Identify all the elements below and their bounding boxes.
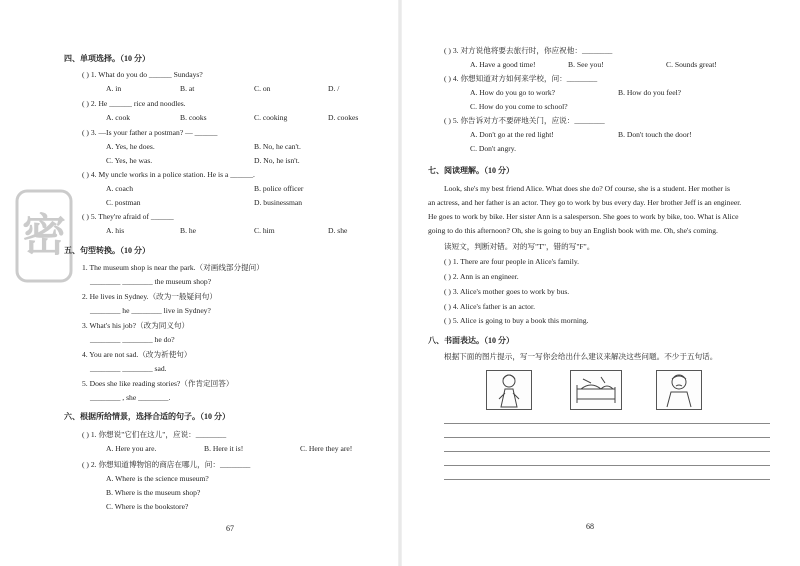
s4-q5-option-a[interactable]: A. his	[106, 226, 125, 235]
s4-q1-option-d[interactable]: D. /	[328, 84, 340, 93]
s4-q1-option-a[interactable]: A. in	[106, 84, 122, 93]
s5-answer-4[interactable]: ________ ________ sad.	[90, 364, 167, 373]
writing-line-5[interactable]	[444, 479, 770, 480]
writing-instruction: 根据下面的图片提示，写一写你会给出什么建议来解决这些问题。不少于五句话。	[444, 352, 718, 361]
tf-item-5[interactable]: ( ) 5. Alice is going to buy a book this morning.	[444, 316, 589, 325]
s4-q4-option-b[interactable]: B. police officer	[254, 184, 304, 193]
s6-q1-option-b[interactable]: B. Here it is!	[204, 444, 244, 453]
s4-q5-option-c[interactable]: C. him	[254, 226, 275, 235]
passage-line-2: an actress, and her father is an actor. They go to work by bus every day. Her brother Jeff is an engineer.	[428, 198, 742, 207]
tf-item-1[interactable]: ( ) 1. There are four people in Alice's family.	[444, 257, 580, 266]
s6-question-4: ( ) 4. 你想知道对方如何来学校，问：________	[444, 74, 598, 83]
s4-q3-option-c[interactable]: C. Yes, he was.	[106, 156, 153, 165]
s4-question-5: ( ) 5. They're afraid of ______	[82, 212, 174, 221]
s6-q4-option-a[interactable]: A. How do you go to work?	[470, 88, 555, 97]
s6-q2-option-b[interactable]: B. Where is the museum shop?	[106, 488, 201, 497]
s4-q5-option-b[interactable]: B. he	[180, 226, 197, 235]
s6-q1-option-c[interactable]: C. Here they are!	[300, 444, 353, 453]
s5-answer-3[interactable]: ________ ________ he do?	[90, 335, 175, 344]
s4-q2-option-b[interactable]: B. cooks	[180, 113, 207, 122]
seal-stamp	[14, 188, 74, 284]
s6-question-5: ( ) 5. 你告诉对方不要砰地关门，应说：________	[444, 116, 605, 125]
s5-question-2: 2. He lives in Sydney.（改为一般疑问句）	[82, 292, 217, 301]
s4-q4-option-d[interactable]: D. businessman	[254, 198, 303, 207]
s6-question-1: ( ) 1. 你想说"它们在这儿"，应说：________	[82, 430, 227, 439]
passage-line-4: going to do this afternoon? Oh, she is going to buy an English book with me. Oh, she's coming.	[428, 226, 718, 235]
s4-q1-option-b[interactable]: B. at	[180, 84, 195, 93]
s4-q5-option-d[interactable]: D. she	[328, 226, 348, 235]
writing-line-4[interactable]	[444, 465, 770, 466]
s4-q2-option-c[interactable]: C. cooking	[254, 113, 288, 122]
section-7-heading: 七、阅读理解。（10 分）	[428, 166, 514, 175]
s4-q3-option-d[interactable]: D. No, he isn't.	[254, 156, 300, 165]
s6-q5-option-b[interactable]: B. Don't touch the door!	[618, 130, 692, 139]
page-number-right: 68	[586, 522, 594, 531]
s4-q4-option-c[interactable]: C. postman	[106, 198, 141, 207]
reading-instruction: 读短文，判断对错。对的写"T"，错的写"F"。	[444, 242, 595, 251]
section-5-heading: 五、句型转换。（10 分）	[64, 246, 150, 255]
s4-q3-option-b[interactable]: B. No, he can't.	[254, 142, 301, 151]
s6-q1-option-a[interactable]: A. Here you are.	[106, 444, 157, 453]
s4-question-4: ( ) 4. My uncle works in a police station. He is a ______.	[82, 170, 255, 179]
section-6-heading: 六、根据所给情景，选择合适的句子。（10 分）	[64, 412, 230, 421]
passage-line-1: Look, she's my best friend Alice. What does she do? Of course, she is a student. Her mother is	[444, 184, 730, 193]
s6-question-2: ( ) 2. 你想知道博物馆的商店在哪儿，问：________	[82, 460, 251, 469]
s6-q2-option-a[interactable]: A. Where is the science museum?	[106, 474, 209, 483]
s5-question-5: 5. Does she like reading stories?（作肯定回答）	[82, 379, 234, 388]
s6-q5-option-c[interactable]: C. Don't angry.	[470, 144, 517, 153]
s5-question-3: 3. What's his job?（改为同义句）	[82, 321, 190, 330]
s4-q1-option-c[interactable]: C. on	[254, 84, 271, 93]
picture-messy-bed	[570, 370, 622, 410]
tf-item-2[interactable]: ( ) 2. Ann is an engineer.	[444, 272, 519, 281]
writing-line-2[interactable]	[444, 437, 770, 438]
s5-question-1: 1. The museum shop is near the park.（对画线部分提问）	[82, 263, 264, 272]
passage-line-3: He goes to work by bike. Her sister Ann is a salesperson. She goes to work by bike, too. What is Alice	[428, 212, 739, 221]
s6-q3-option-b[interactable]: B. See you!	[568, 60, 604, 69]
tf-item-3[interactable]: ( ) 3. Alice's mother goes to work by bus.	[444, 287, 570, 296]
s4-q4-option-a[interactable]: A. coach	[106, 184, 133, 193]
picture-sad-boy	[656, 370, 702, 410]
svg-text:密: 密	[22, 210, 66, 261]
s5-question-4: 4. You are not sad.（改为祈使句）	[82, 350, 192, 359]
s4-q2-option-d[interactable]: D. cookes	[328, 113, 359, 122]
s6-q3-option-a[interactable]: A. Have a good time!	[470, 60, 536, 69]
s5-answer-2[interactable]: ________ he ________ live in Sydney?	[90, 306, 211, 315]
writing-line-1[interactable]	[444, 423, 770, 424]
picture-girl-crying	[486, 370, 532, 410]
right-page	[400, 0, 800, 566]
s6-q2-option-c[interactable]: C. Where is the bookstore?	[106, 502, 189, 511]
s4-question-3: ( ) 3. —Is your father a postman? — ______	[82, 128, 218, 137]
page-number-left: 67	[226, 524, 234, 533]
section-8-heading: 八、书面表达。（10 分）	[428, 336, 514, 345]
writing-line-3[interactable]	[444, 451, 770, 452]
s4-question-2: ( ) 2. He ______ rice and noodles.	[82, 99, 186, 108]
s4-q3-option-a[interactable]: A. Yes, he does.	[106, 142, 155, 151]
s4-q2-option-a[interactable]: A. cook	[106, 113, 131, 122]
s6-question-3: ( ) 3. 对方说他将要去旅行时，你应祝他：________	[444, 46, 613, 55]
s6-q4-option-c[interactable]: C. How do you come to school?	[470, 102, 568, 111]
s6-q4-option-b[interactable]: B. How do you feel?	[618, 88, 682, 97]
tf-item-4[interactable]: ( ) 4. Alice's father is an actor.	[444, 302, 535, 311]
s5-answer-5[interactable]: ________ , she ________.	[90, 393, 171, 402]
s6-q3-option-c[interactable]: C. Sounds great!	[666, 60, 717, 69]
s4-question-1: ( ) 1. What do you do ______ Sundays?	[82, 70, 203, 79]
section-4-heading: 四、单项选择。（10 分）	[64, 54, 150, 63]
s6-q5-option-a[interactable]: A. Don't go at the red light!	[470, 130, 554, 139]
s5-answer-1[interactable]: ________ ________ the museum shop?	[90, 277, 212, 286]
